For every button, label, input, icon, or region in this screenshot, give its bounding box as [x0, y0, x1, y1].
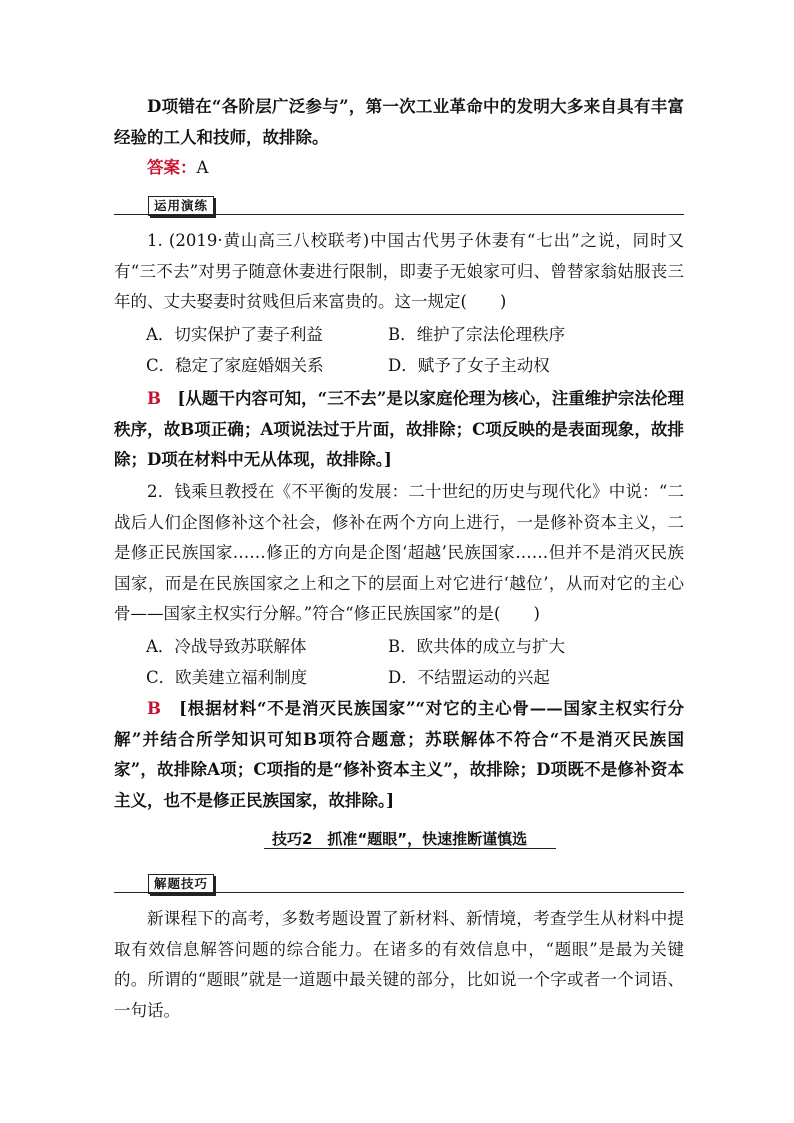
q2-option-c: C．欧美建立福利制度 — [146, 667, 308, 687]
q1-option-b: B．维护了宗法伦理秩序 — [388, 325, 566, 344]
answer-line — [114, 153, 684, 184]
q1-option-c: C．稳定了家庭婚姻关系 — [146, 355, 324, 375]
q1-option-row-2 — [146, 351, 666, 382]
q2-answer-letter: B — [147, 699, 161, 718]
q2-option-row-2 — [146, 663, 666, 694]
q1-option-row-1 — [146, 320, 666, 351]
practice-divider — [114, 214, 684, 215]
tip-divider — [114, 892, 684, 893]
q1-options — [146, 320, 666, 381]
q2-option-a: A．冷战导致苏联解体 — [146, 637, 307, 656]
tip-text: 新课程下的高考，多数考题设置了新材料、新情境，考查学生从材料中提取有效信息解答问题的综合能力。在诸多的有效信息中，“题眼”是最为关键的。所谓的“题眼”就是一道题中最关键的部分，比如说一个字或者一个词语、一句话。 — [114, 909, 684, 1020]
intro-line: D项错在“各阶层广泛参与”，第一次工业革命中的发明大多来自具有丰富经验的工人和技师，故排除。 — [114, 97, 684, 147]
tip-tag-wrap — [148, 873, 214, 894]
q1-option-a: A．切实保护了妻子利益 — [146, 325, 323, 344]
practice-tag-wrap — [148, 195, 214, 216]
section-title: 技巧2 抓准“题眼”，快速推断谨慎选 — [272, 830, 528, 848]
q2-stem: 2．钱乘旦教授在《不平衡的发展：二十世纪的历史与现代化》中说：“二战后人们企图修补这个社会，修补在两个方向上进行，一是修补资本主义，二是修正民族国家……修正的方向是企图‘超越’民族国家……但并不是消灭民族国家，而是在民族国家之上和之下的层面上对它进行‘越位’，从而对它的主心骨——国家主权实行分解。”符合“修正民族国家”的是( ) — [114, 482, 684, 623]
tip-block — [114, 904, 684, 1026]
question-2 — [114, 477, 684, 630]
q1-explanation-block — [114, 384, 684, 476]
q2-options — [146, 632, 666, 693]
section-title-rule — [264, 848, 556, 849]
answer-label: 答案： — [147, 158, 197, 177]
q2-explanation-block — [114, 694, 684, 816]
q2-option-row-1 — [146, 632, 666, 663]
q1-stem: 1. (2019·黄山高三八校联考)中国古代男子休妻有“七出”之说，同时又有“三不去”对男子随意休妻进行限制，即妻子无娘家可归、曾替家翁姑服丧三年的、丈夫娶妻时贫贱但后来富贵的。这一规定( ) — [114, 231, 684, 311]
q2-explanation-text: [根据材料“不是消灭民族国家”“对它的主心骨——国家主权实行分解”并结合所学知识可知B项符合题意；苏联解体不符合“不是消灭民族国家”，故排除A项；C项指的是“修补资本主义”，故排除；D项既不是修补资本主义，也不是修正民族国家，故排除。] — [114, 699, 685, 810]
answer-value: A — [196, 158, 209, 177]
intro-block — [114, 92, 684, 184]
q1-explanation — [114, 384, 684, 476]
question-1 — [114, 226, 684, 318]
q1-answer-letter: B — [147, 389, 161, 408]
q2-option-d: D．不结盟运动的兴起 — [388, 667, 550, 687]
practice-tag: 运用演练 — [148, 196, 214, 216]
q1-option-d: D．赋予了女子主动权 — [388, 355, 550, 375]
q2-option-b: B．欧共体的成立与扩大 — [388, 637, 566, 656]
q1-explanation-text: [从题干内容可知，“三不去”是以家庭伦理为核心，注重维护宗法伦理秩序，故B项正确；A项说法过于片面，故排除；C项反映的是表面现象，故排除；D项在材料中无从体现，故排除。] — [114, 389, 684, 469]
tip-tag: 解题技巧 — [148, 874, 214, 894]
q2-explanation — [114, 694, 684, 816]
